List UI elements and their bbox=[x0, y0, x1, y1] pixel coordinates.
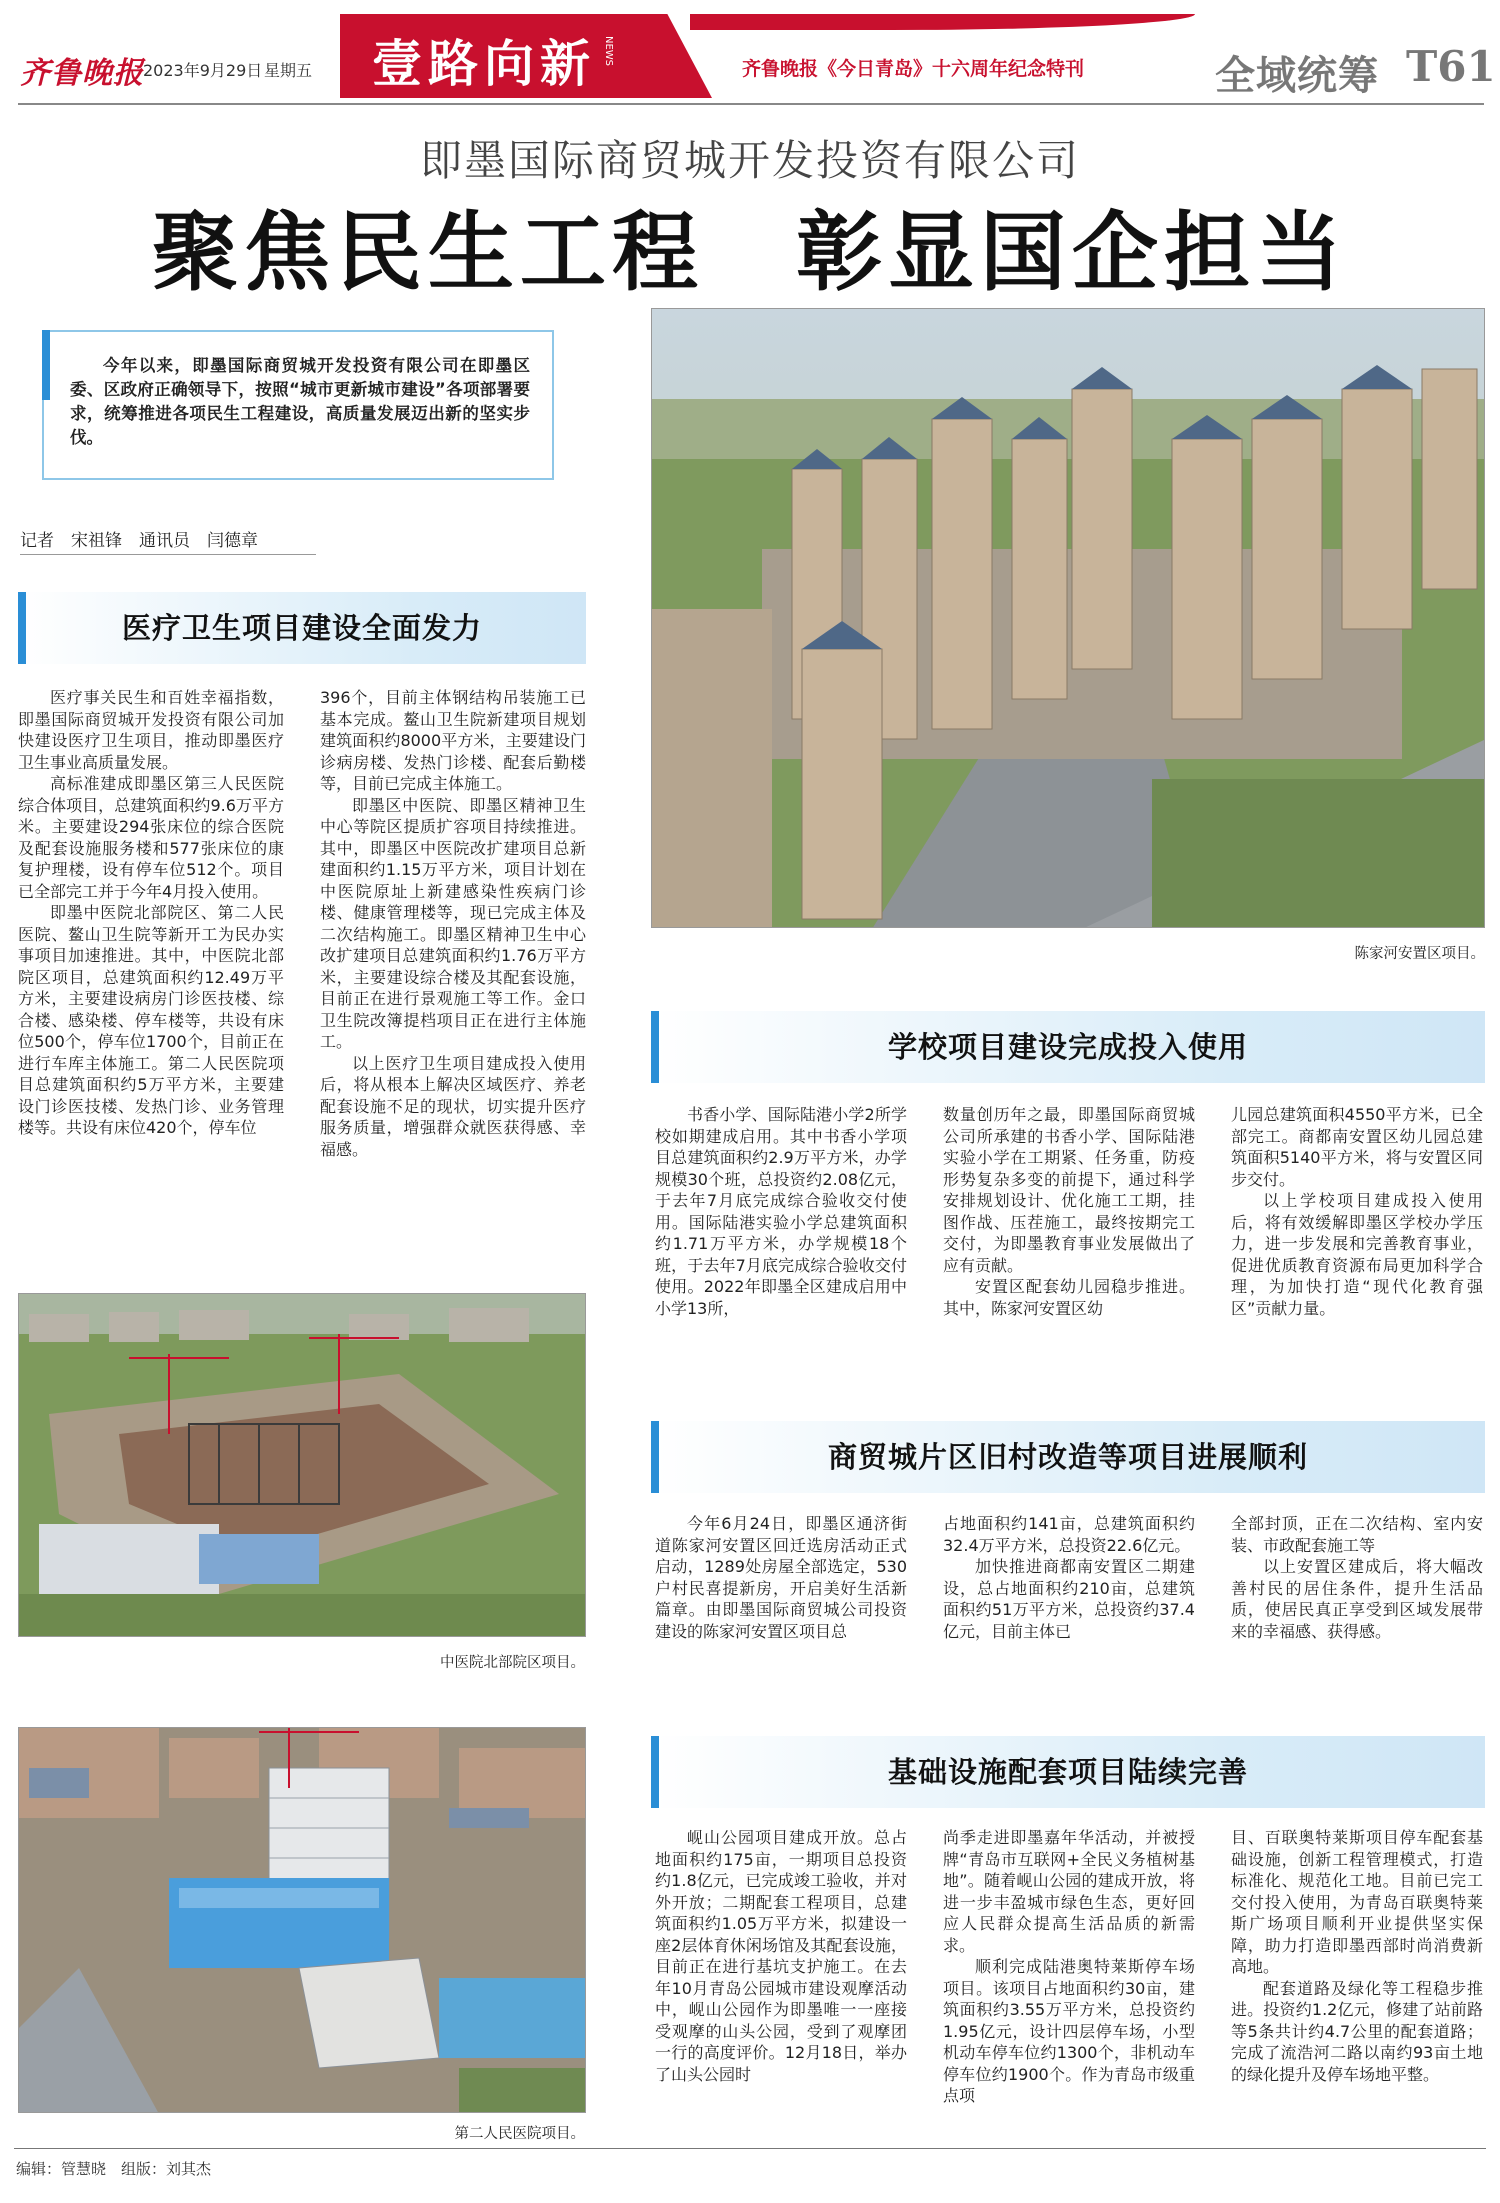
editor-credits: 编辑：管慧晓 组版：刘其杰 bbox=[16, 2160, 212, 2178]
section-name: 全域统筹 bbox=[1215, 52, 1379, 99]
paragraph: 即墨区中医院、即墨区精神卫生中心等院区提质扩容项目持续推进。其中，即墨区中医院改扩建项目总新建面积约1.15万平方米，项目计划在中医院原址上新建感染性疾病门诊楼、健康管理楼等，现已完成主体及二次结构施工。即墨区精神卫生中心改扩建项目总建筑面积约1.76万平方米，主要建设综合楼及其配套设施，目前正在进行景观施工等工作。金口卫生院改簿提档项目正在进行主体施工。 bbox=[320, 795, 586, 1051]
village-column-3 bbox=[1231, 1513, 1483, 1688]
village-column-1 bbox=[655, 1513, 907, 1688]
paragraph: 以上安置区建成后，将大幅改善村民的居住条件，提升生活品质，使居民真正享受到区域发展带来的幸福感、获得感。 bbox=[1231, 1557, 1483, 1641]
infra-column-1 bbox=[655, 1827, 907, 2127]
paragraph: 顺利完成陆港奥特莱斯停车场项目。该项目占地面积约30亩，建筑面积约3.55万平方米，总投资约1.95亿元，设计四层停车场，小型机动车停车位约1300个，非机动车停车位约1900个。作为青岛市级重点项 bbox=[943, 1957, 1195, 2105]
paragraph: 目、百联奥特莱斯项目停车配套基础设施，创新工程管理模式，打造标准化、规范化工地。目前已完工交付投入使用，为青岛百联奥特莱斯广场项目顺利开业提供坚实保障，助力打造即墨西部时尚消费新高地。 bbox=[1231, 1828, 1483, 1976]
photo-hospital-image bbox=[19, 1728, 586, 2113]
lead-accent-bar bbox=[42, 330, 50, 400]
brand-title: 壹路向新 bbox=[372, 35, 596, 93]
photo-tcm-image bbox=[19, 1294, 586, 1637]
photo-caption-bottom: 第二人民医院项目。 bbox=[454, 2126, 585, 2142]
school-column-2 bbox=[943, 1104, 1195, 1366]
paragraph: 今年6月24日，即墨区通济街道陈家河安置区回迁选房活动正式启动，1289处房屋全部选定，530户村民喜提新房，开启美好生活新篇章。由即墨国际商贸城公司投资建设的陈家河安置区项目总 bbox=[655, 1514, 907, 1641]
masthead-divider bbox=[18, 103, 1484, 105]
infra-column-2 bbox=[943, 1827, 1195, 2127]
village-column-2 bbox=[943, 1513, 1195, 1688]
photo-caption-top: 陈家河安置区项目。 bbox=[1354, 946, 1485, 962]
article-subhead: 即墨国际商贸城开发投资有限公司 bbox=[419, 136, 1080, 185]
photo-chenjiahe-resettlement bbox=[651, 308, 1485, 928]
byline: 记者 宋祖锋 通讯员 闫德章 bbox=[20, 531, 258, 551]
paragraph: 安置区配套幼儿园稳步推进。其中，陈家河安置区幼 bbox=[943, 1277, 1195, 1318]
medical-column-1 bbox=[18, 687, 284, 1255]
newspaper-logo: 齐鲁晚报 bbox=[20, 56, 144, 91]
paragraph: 高标准建成即墨区第三人民医院综合体项目，总建筑面积约9.6万平方米。主要建设294张床位的综合医院及配套设施服务楼和577张床位的康复护理楼，设有停车位512个。项目已全部完工并于今年4月投入使用。 bbox=[18, 774, 284, 901]
paragraph: 医疗事关民生和百姓幸福指数，即墨国际商贸城开发投资有限公司加快建设医疗卫生项目，推动即墨医疗卫生事业高质量发展。 bbox=[18, 688, 284, 772]
brand-news-label: NEWS bbox=[603, 36, 614, 67]
medical-column-2 bbox=[320, 687, 586, 1255]
paragraph: 加快推进商都南安置区二期建设，总占地面积约210亩，总建筑面积约51万平方米，总投资约37.4亿元，目前主体已 bbox=[943, 1557, 1195, 1641]
paragraph: 396个，目前主体钢结构吊装施工已基本完成。鳌山卫生院新建项目规划建筑面积约8000平方米，主要建设门诊病房楼、发热门诊楼、配套后勤楼等，目前已完成主体施工。 bbox=[320, 688, 586, 793]
byline-divider bbox=[20, 554, 316, 555]
lead-box bbox=[42, 330, 554, 480]
paragraph: 书香小学、国际陆港小学2所学校如期建成启用。其中书香小学项目总建筑面积约2.9万平方米，办学规模30个班，总投资约2.08亿元，于去年7月底完成综合验收交付使用。国际陆港实验小学总建筑面积约1.71万平方米，办学规模18个班，于去年7月底完成综合验收交付使用。2022年即墨全区建成启用中小学13所， bbox=[655, 1105, 907, 1318]
section-header-village bbox=[651, 1421, 1485, 1493]
paragraph: 岘山公园项目建成开放。总占地面积约175亩，一期项目总投资约1.8亿元，已完成竣工验收，并对外开放；二期配套工程项目，总建筑面积约1.05万平方米，拟建设一座2层体育休闲场馆及其配套设施，目前正在进行基坑支护施工。在去年10月青岛公园城市建设观摩活动中，岘山公园作为即墨唯一一座接受观摩的山头公园，受到了观摩团一行的高度评价。12月18日，举办了山头公园时 bbox=[655, 1828, 907, 2084]
issue-date: 2023年9月29日 bbox=[143, 61, 263, 80]
paragraph: 全部封顶，正在二次结构、室内安装、市政配套施工等 bbox=[1231, 1514, 1483, 1555]
paragraph: 数量创历年之最，即墨国际商贸城公司所承建的书香小学、国际陆港实验小学在工期紧、任务重，防疫形势复杂多变的前提下，通过科学安排规划设计、优化施工工期，挂图作战、压茬施工，最终按期完工交付，为即墨教育事业发展做出了应有贡献。 bbox=[943, 1105, 1195, 1275]
special-issue-label: 齐鲁晚报《今日青岛》十六周年纪念特刊 bbox=[742, 58, 1085, 80]
section-header-medical bbox=[18, 592, 586, 664]
section-title-village: 商贸城片区旧村改造等项目进展顺利 bbox=[827, 1440, 1308, 1474]
section-header-infra bbox=[651, 1736, 1485, 1808]
section-title-school: 学校项目建设完成投入使用 bbox=[887, 1030, 1248, 1064]
article-headline: 聚焦民生工程 彰显国企担当 bbox=[152, 202, 1348, 303]
photo-second-hospital bbox=[18, 1727, 586, 2113]
lead-paragraph: 今年以来，即墨国际商贸城开发投资有限公司在即墨区委、区政府正确领导下，按照“城市更新城市建设”各项部署要求，统筹推进各项民生工程建设，高质量发展迈出新的坚实步伐。 bbox=[70, 356, 530, 447]
paragraph: 尚季走进即墨嘉年华活动，并被授牌“青岛市互联网+全民义务植树基地”。随着岘山公园的建成开放，将进一步丰盈城市绿色生态，更好回应人民群众提高生活品质的新需求。 bbox=[943, 1828, 1195, 1955]
masthead bbox=[0, 0, 1500, 110]
page-number: T61 bbox=[1406, 42, 1496, 91]
section-title-medical: 医疗卫生项目建设全面发力 bbox=[121, 611, 482, 645]
photo-caption-mid: 中医院北部院区项目。 bbox=[440, 1655, 585, 1671]
infra-column-3 bbox=[1231, 1827, 1483, 2127]
photo-tcm-north-campus bbox=[18, 1293, 586, 1637]
school-column-3 bbox=[1231, 1104, 1483, 1366]
section-header-school bbox=[651, 1011, 1485, 1083]
footer-divider bbox=[14, 2148, 1486, 2149]
paragraph: 占地面积约141亩，总建筑面积约32.4万平方米，总投资22.6亿元。 bbox=[943, 1514, 1195, 1555]
paragraph: 以上学校项目建成投入使用后，将有效缓解即墨区学校办学压力，进一步发展和完善教育事业，促进优质教育资源布局更加科学合理，为加快打造“现代化教育强区”贡献力量。 bbox=[1231, 1191, 1483, 1318]
paragraph: 儿园总建筑面积4550平方米，已全部完工。商都南安置区幼儿园总建筑面积5140平方米，将与安置区同步交付。 bbox=[1231, 1105, 1483, 1189]
paragraph: 配套道路及绿化等工程稳步推进。投资约1.2亿元，修建了站前路等5条共计约4.7公里的配套道路；完成了流浩河二路以南约93亩土地的绿化提升及停车场地平整。 bbox=[1231, 1978, 1483, 2084]
paragraph: 即墨中医院北部院区、第二人民医院、鳌山卫生院等新开工为民办实事项目加速推进。其中，中医院北部院区项目，总建筑面积约12.49万平方米，主要建设病房门诊医技楼、综合楼、感染楼、停车楼等，共设有床位500个，停车位1700个，目前正在进行车库主体施工。第二人民医院项目总建筑面积约5万平方米，主要建设门诊医技楼、发热门诊、业务管理楼等。共设有床位420个，停车位 bbox=[18, 903, 284, 1137]
photo-chenjiahe-image bbox=[652, 309, 1485, 928]
red-swoosh-decoration bbox=[690, 14, 1195, 30]
section-title-infra: 基础设施配套项目陆续完善 bbox=[887, 1755, 1248, 1789]
paragraph: 以上医疗卫生项目建成投入使用后，将从根本上解决区域医疗、养老配套设施不足的现状，切实提升医疗服务质量，增强群众就医获得感、幸福感。 bbox=[320, 1053, 586, 1159]
school-column-1 bbox=[655, 1104, 907, 1366]
issue-weekday: 星期五 bbox=[264, 61, 313, 80]
